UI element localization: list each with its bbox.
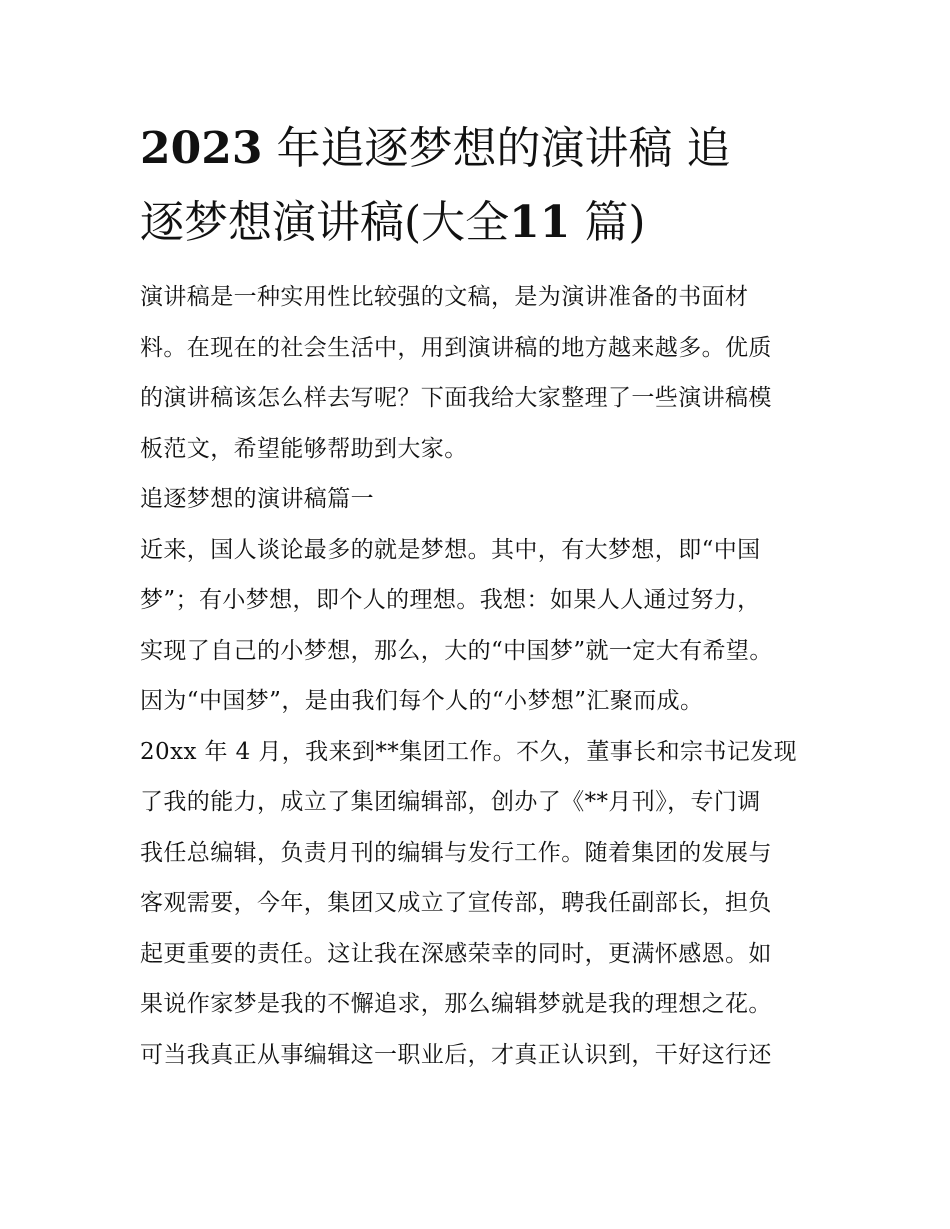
title-count: 11 — [509, 197, 571, 248]
title-line-2 — [140, 186, 816, 260]
document-page — [140, 112, 816, 1080]
text-line: 我任总编辑，负责月刊的编辑与发行工作。随着集团的发展与 — [140, 839, 772, 866]
text-line: 板范文，希望能够帮助到大家。 — [140, 435, 468, 462]
text-line: 果说作家梦是我的不懈追求，那么编辑梦就是我的理想之花。 — [140, 991, 772, 1017]
title-text-2: 逐梦想演讲稿(大全 — [140, 197, 510, 248]
document-body — [140, 272, 816, 1080]
text-line: 近来，国人谈论最多的就是梦想。其中，有大梦想，即“中国 — [140, 536, 761, 563]
section-heading-text: 追逐梦想的演讲稿篇一 — [140, 486, 374, 512]
text-line: 的演讲稿该怎么样去写呢？下面我给大家整理了一些演讲稿模 — [140, 385, 772, 411]
title-text-3: 篇) — [584, 197, 646, 248]
text-line: 实现了自己的小梦想，那么，大的“中国梦”就一定大有希望。 — [140, 637, 773, 664]
text-line: 料。在现在的社会生活中，用到演讲稿的地方越来越多。优质 — [140, 334, 772, 361]
text-line: 起更重要的责任。这让我在深感荣幸的同时，更满怀感恩。如 — [140, 940, 772, 967]
title-text-1: 年追逐梦想的演讲稿 追 — [276, 123, 731, 174]
text-line: 可当我真正从事编辑这一职业后，才真正认识到，干好这行还 — [140, 1041, 772, 1068]
body-paragraph — [140, 525, 816, 727]
section-heading — [140, 474, 816, 525]
text-line: 20xx 年 4 月，我来到**集团工作。不久，董事长和宗书记发现 — [140, 738, 797, 765]
title-year: 2023 — [140, 123, 263, 174]
text-line: 因为“中国梦”，是由我们每个人的“小梦想”汇聚而成。 — [140, 688, 704, 714]
document-title — [140, 112, 816, 260]
title-line-1 — [140, 112, 816, 186]
intro-paragraph — [140, 272, 816, 474]
text-line: 客观需要，今年，集团又成立了宣传部，聘我任副部长，担负 — [140, 890, 772, 916]
body-paragraph — [140, 727, 816, 1081]
text-line: 梦”；有小梦想，即个人的理想。我想：如果人人通过努力， — [140, 587, 761, 613]
text-line: 演讲稿是一种实用性比较强的文稿，是为演讲准备的书面材 — [140, 284, 749, 310]
text-line: 了我的能力，成立了集团编辑部，创办了《**月刊》，专门调 — [140, 789, 761, 815]
